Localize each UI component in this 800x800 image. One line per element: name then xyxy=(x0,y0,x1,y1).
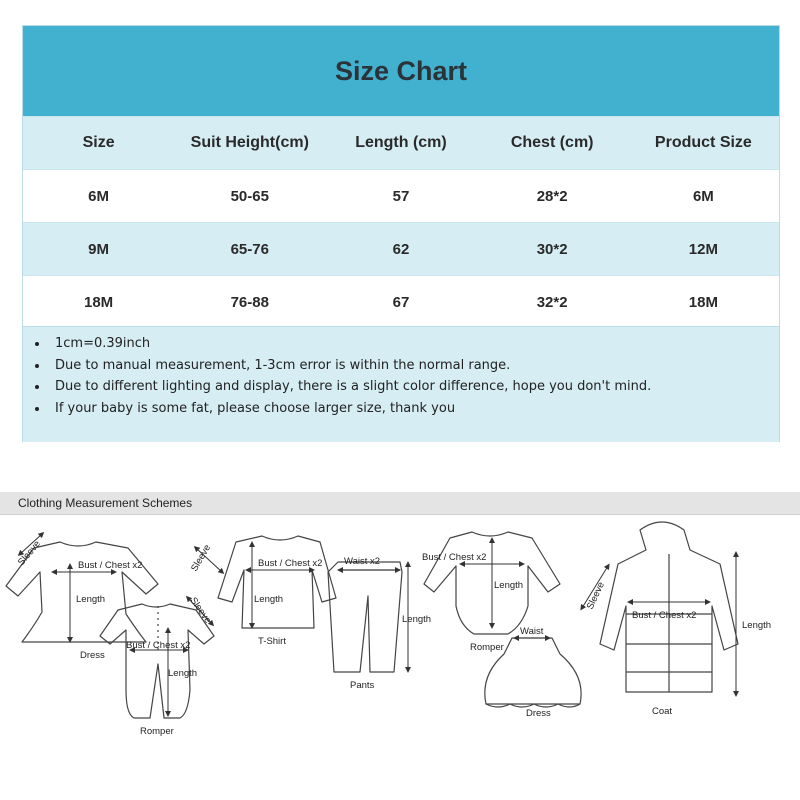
col-header-suit-height: Suit Height(cm) xyxy=(174,117,325,170)
label-length: Length xyxy=(254,594,284,605)
label-sleeve: Sleeve xyxy=(584,580,608,612)
measurement-schemes-title: Clothing Measurement Schemes xyxy=(18,496,193,510)
label-dress: Dress xyxy=(526,708,551,719)
romper-footed-sketch xyxy=(100,604,214,718)
size-chart-header xyxy=(23,26,779,116)
cell-product-size: 6M xyxy=(628,170,779,223)
cell-chest: 30*2 xyxy=(477,223,628,276)
label-length: Length xyxy=(76,594,106,605)
pants-sketch xyxy=(328,562,402,672)
label-length: Length xyxy=(494,580,524,591)
note-item xyxy=(55,376,779,398)
cell-suit-height: 65-76 xyxy=(174,223,325,276)
col-header-size: Size xyxy=(23,117,174,170)
label-waist-x2: Waist x2 xyxy=(344,556,381,567)
size-chart-title: Size Chart xyxy=(334,55,468,86)
cell-suit-height: 50-65 xyxy=(174,170,325,223)
size-notes xyxy=(23,326,779,442)
table-row xyxy=(23,223,779,276)
coat-sketch xyxy=(600,522,738,692)
cell-length: 67 xyxy=(325,276,476,329)
label-pants: Pants xyxy=(350,680,375,691)
label-bust-chest: Bust / Chest x2 xyxy=(258,558,323,569)
cell-chest: 28*2 xyxy=(477,170,628,223)
label-romper: Romper xyxy=(140,726,174,737)
label-length: Length xyxy=(168,668,198,679)
label-length: Length xyxy=(402,614,432,625)
cell-suit-height: 76-88 xyxy=(174,276,325,329)
table-row xyxy=(23,170,779,223)
note-text: Due to manual measurement, 1-3cm error is within the normal range. xyxy=(55,357,511,373)
label-length: Length xyxy=(742,620,772,631)
label-bust-chest: Bust / Chest x2 xyxy=(126,640,191,651)
note-text: Due to different lighting and display, there is a slight color difference, hope you don't mind. xyxy=(55,379,652,394)
col-header-length: Length (cm) xyxy=(325,117,476,170)
cell-length: 62 xyxy=(325,223,476,276)
measurement-schemes-header xyxy=(0,492,800,515)
label-coat: Coat xyxy=(652,706,673,717)
note-item xyxy=(55,398,779,420)
label-waist: Waist xyxy=(520,626,544,637)
bullet-icon xyxy=(35,342,39,346)
size-chart-card xyxy=(22,25,780,442)
label-dress: Dress xyxy=(80,650,105,661)
size-table-header-row xyxy=(23,117,779,170)
table-row xyxy=(23,276,779,329)
label-sleeve: Sleeve xyxy=(189,542,214,574)
note-item xyxy=(55,355,779,377)
label-sleeve: Sleeve xyxy=(15,538,43,568)
col-header-product-size: Product Size xyxy=(628,117,779,170)
bullet-icon xyxy=(35,407,39,411)
cell-size: 18M xyxy=(23,276,174,329)
note-item xyxy=(55,333,779,355)
tshirt-sketch xyxy=(218,536,336,628)
bullet-icon xyxy=(35,364,39,368)
cell-chest: 32*2 xyxy=(477,276,628,329)
note-text: 1cm=0.39inch xyxy=(55,336,151,351)
label-sleeve: Sleeve xyxy=(187,595,214,626)
label-bust-chest: Bust / Chest x2 xyxy=(78,560,143,571)
bullet-icon xyxy=(35,385,39,389)
label-romper: Romper xyxy=(470,642,504,653)
label-bust-chest: Bust / Chest x2 xyxy=(422,552,487,563)
cell-length: 57 xyxy=(325,170,476,223)
measurement-schemes-illustration xyxy=(0,514,800,744)
note-text: If your baby is some fat, please choose larger size, thank you xyxy=(55,400,456,416)
cell-product-size: 18M xyxy=(628,276,779,329)
label-tshirt: T-Shirt xyxy=(258,636,286,647)
cell-product-size: 12M xyxy=(628,223,779,276)
col-header-chest: Chest (cm) xyxy=(477,117,628,170)
cell-size: 9M xyxy=(23,223,174,276)
cell-size: 6M xyxy=(23,170,174,223)
label-bust-chest: Bust / Chest x2 xyxy=(632,610,697,621)
size-table xyxy=(23,116,779,328)
